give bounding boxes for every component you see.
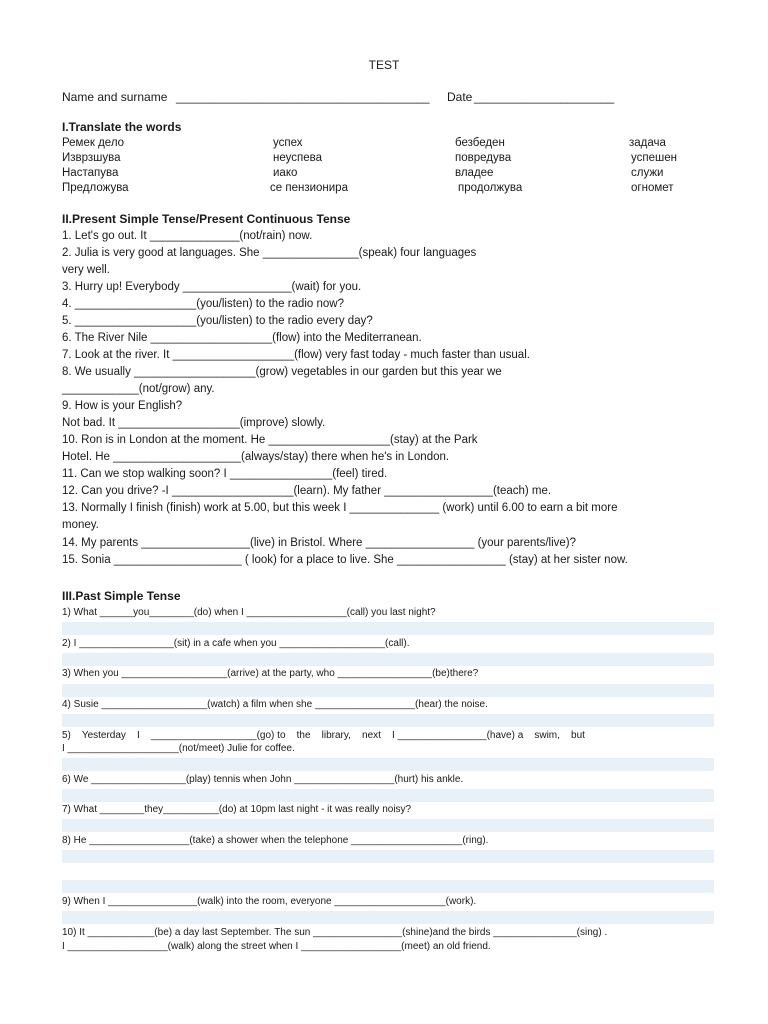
section-2-heading: II.Present Simple Tense/Present Continuous Tense bbox=[62, 212, 351, 226]
exercise-line: 11. Can we stop walking soon? I ________________(feel) tired. bbox=[62, 468, 388, 480]
word: продолжува bbox=[458, 182, 523, 194]
exercise-item: 1) What ______you________(do) when I __________________(call) you last night? bbox=[62, 607, 436, 618]
exercise-line: 7. Look at the river. It ___________________(flow) very fast today - much faster than usual. bbox=[62, 349, 530, 361]
answer-band bbox=[62, 758, 714, 771]
exercise-line: Not bad. It ___________________(improve) slowly. bbox=[62, 417, 326, 429]
section-1-heading: I.Translate the words bbox=[62, 120, 182, 134]
answer-band bbox=[62, 819, 714, 832]
answer-band bbox=[62, 880, 714, 893]
word: иако bbox=[273, 167, 298, 179]
exercise-line: 13. Normally I finish (finish) work at 5.00, but this week I ______________ (work) until 6.00 to earn a bit more bbox=[62, 502, 618, 514]
exercise-line: Hotel. He ____________________(always/stay) there when he's in London. bbox=[62, 451, 450, 463]
exercise-line: 14. My parents _________________(live) in Bristol. Where _________________ (your parents/live)? bbox=[62, 537, 577, 549]
exercise-line: 8. We usually ___________________(grow) vegetables in our garden but this year we bbox=[62, 366, 502, 378]
exercise-line: 3. Hurry up! Everybody _________________(wait) for you. bbox=[62, 281, 362, 293]
word: владее bbox=[455, 167, 494, 179]
exercise-line: 12. Can you drive? -I ___________________(learn). My father _________________(teach) me. bbox=[62, 485, 552, 497]
date-label: Date bbox=[447, 90, 473, 104]
answer-band bbox=[62, 714, 714, 727]
exercise-line: 1. Let's go out. It ______________(not/rain) now. bbox=[62, 230, 313, 242]
word: Ремек дело bbox=[62, 137, 125, 149]
answer-band bbox=[62, 911, 714, 924]
word: успех bbox=[273, 137, 303, 149]
exercise-item: 9) When I ________________(walk) into the room, everyone ____________________(work). bbox=[62, 896, 477, 907]
answer-band bbox=[62, 850, 714, 863]
word: повредува bbox=[455, 152, 512, 164]
exercise-item: 2) I _________________(sit) in a cafe when you ___________________(call). bbox=[62, 638, 410, 649]
exercise-line: 15. Sonia ____________________ ( look) for a place to live. She _________________ (stay) at her sister now. bbox=[62, 554, 628, 566]
date-blank: _____________________ bbox=[474, 90, 615, 104]
word: огномет bbox=[631, 182, 674, 194]
section-3-heading: III.Past Simple Tense bbox=[62, 589, 181, 603]
answer-band bbox=[62, 622, 714, 635]
exercise-line: ____________(not/grow) any. bbox=[62, 383, 215, 395]
word: Предложува bbox=[62, 182, 129, 194]
exercise-line: very well. bbox=[62, 264, 110, 276]
word: се пензионира bbox=[270, 182, 348, 194]
exercise-line: 10. Ron is in London at the moment. He ___________________(stay) at the Park bbox=[62, 434, 478, 446]
exercise-line: 9. How is your English? bbox=[62, 400, 183, 412]
exercise-item: 4) Susie ___________________(watch) a film when she __________________(hear) the noise. bbox=[62, 699, 488, 710]
exercise-item: 8) He __________________(take) a shower when the telephone ____________________(ring). bbox=[62, 835, 489, 846]
word: задача bbox=[629, 137, 666, 149]
word: Изврзшува bbox=[62, 152, 121, 164]
word: Настапува bbox=[62, 167, 119, 179]
exercise-item: 6) We _________________(play) tennis when John __________________(hurt) his ankle. bbox=[62, 774, 464, 785]
exercise-item: 10) It ____________(be) a day last September. The sun ________________(shine)and the birds _______________(sing) . bbox=[62, 927, 608, 938]
word: неуспева bbox=[273, 152, 322, 164]
exercise-line: 5. ___________________(you/listen) to the radio every day? bbox=[62, 315, 373, 327]
exercise-item: 7) What ________they__________(do) at 10pm last night - it was really noisy? bbox=[62, 804, 412, 815]
answer-band bbox=[62, 653, 714, 666]
exercise-line: 4. ___________________(you/listen) to the radio now? bbox=[62, 298, 344, 310]
exercise-item-continued: I ____________________(not/meet) Julie for coffee. bbox=[62, 743, 295, 754]
exercise-item: 5) Yesterday I ___________________(go) to the library, next I ________________(have) a swim, but bbox=[62, 730, 585, 741]
word: безбеден bbox=[455, 137, 505, 149]
word: успешен bbox=[631, 152, 677, 164]
exercise-line: 2. Julia is very good at languages. She _______________(speak) four languages bbox=[62, 247, 477, 259]
word: служи bbox=[631, 167, 664, 179]
exercise-line: 6. The River Nile ___________________(flow) into the Mediterranean. bbox=[62, 332, 422, 344]
exercise-item-continued: I __________________(walk) along the street when I __________________(meet) an old friend. bbox=[62, 941, 491, 952]
answer-band bbox=[62, 789, 714, 802]
name-blank: ______________________________________ bbox=[176, 90, 430, 104]
exercise-item: 3) When you ___________________(arrive) at the party, who _________________(be)there? bbox=[62, 668, 479, 679]
exercise-line: money. bbox=[62, 519, 99, 531]
page-title: TEST bbox=[368, 58, 400, 72]
answer-band bbox=[62, 684, 714, 697]
name-label: Name and surname bbox=[62, 90, 168, 104]
